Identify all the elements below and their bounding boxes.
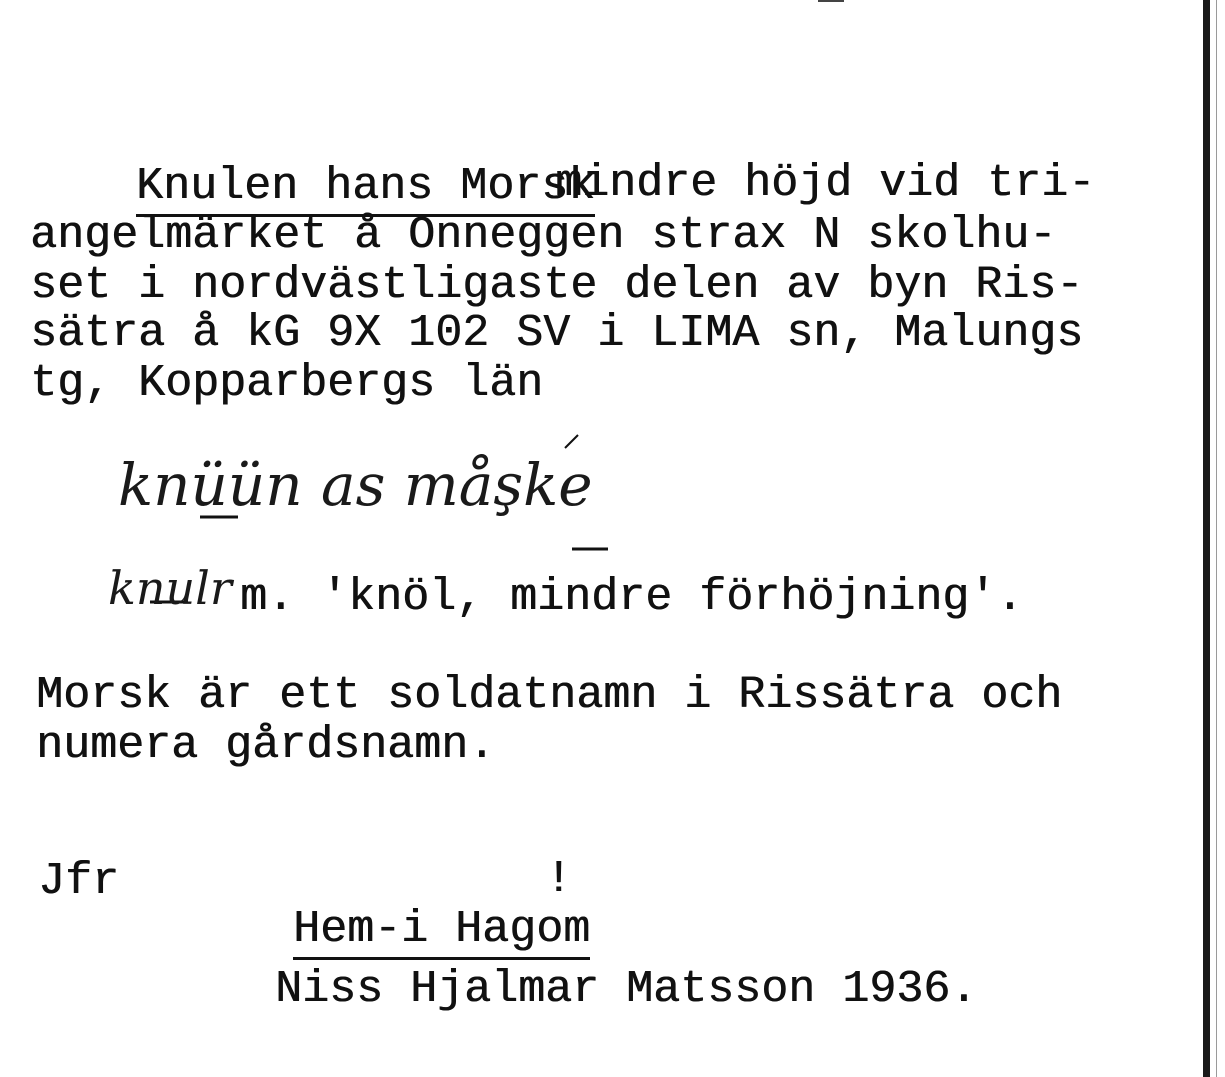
description-line-3: set i nordvästligaste delen av byn Ris- bbox=[30, 260, 1084, 311]
etymology-handwritten: knulr bbox=[108, 561, 232, 615]
crossref-suffix: ! bbox=[545, 854, 573, 905]
crossref-prefix: Jfr bbox=[38, 856, 120, 907]
description-line-1: mindre höjd vid tri- bbox=[555, 158, 1096, 209]
crossref-link[interactable]: Hem-i Hagom bbox=[293, 904, 590, 960]
signature: Niss Hjalmar Matsson 1936. bbox=[275, 964, 978, 1015]
headword-text: Knulen hans Morsk bbox=[136, 161, 595, 217]
note-line-1: Morsk är ett soldatnamn i Rissätra och bbox=[36, 670, 1063, 721]
etymology-typed: m. 'knöl, mindre förhöjning'. bbox=[240, 572, 1024, 623]
pronunciation-handwritten: knüün as måşke bbox=[118, 451, 593, 519]
accent-mark bbox=[565, 435, 578, 448]
description-line-4: sätra å kG 9X 102 SV i LIMA sn, Malungs bbox=[30, 308, 1084, 359]
description-line-5: tg, Kopparbergs län bbox=[30, 358, 544, 409]
description-line-2: angelmärket å Onneggen strax N skolhu- bbox=[30, 210, 1057, 261]
note-line-2: numera gårdsnamn. bbox=[36, 720, 496, 771]
